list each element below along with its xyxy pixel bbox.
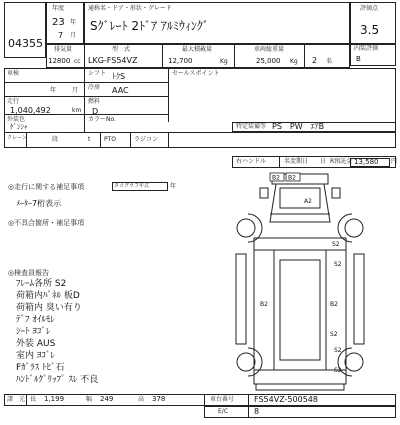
selling-point-label: セールスポイント xyxy=(172,70,220,77)
crane-stage: 段 xyxy=(52,136,59,143)
damage-mark: S2 xyxy=(334,367,342,374)
damage-mark: B2 xyxy=(330,301,338,308)
details-rule xyxy=(4,132,396,133)
crane-label: クレーン xyxy=(7,135,27,141)
ec-value: 8 xyxy=(254,407,260,416)
crane-divider xyxy=(130,132,131,148)
displacement-value: 12800 xyxy=(48,57,71,65)
aircon-label: 冷房 xyxy=(88,84,101,91)
spec-divider xyxy=(84,44,85,68)
year-suffix: 年 xyxy=(70,19,77,26)
footer-divider xyxy=(26,394,27,406)
report-item: ｼｰﾄ ﾖｺﾞﾚ xyxy=(16,327,51,337)
score-value: 3.5 xyxy=(360,23,380,37)
details-divider xyxy=(168,68,169,122)
mileage-label: 走行 xyxy=(7,98,20,105)
lot-number: 04355 xyxy=(8,37,43,50)
front-right-wheel xyxy=(345,219,363,237)
recycle-unit: 円 xyxy=(391,158,398,165)
tacho-year: 年 xyxy=(170,183,177,190)
crane-radio-label: ラジコン xyxy=(134,136,159,143)
grade-label: 通称名・ドア・形状・グレード xyxy=(88,5,172,12)
report-item: 外装 AUS xyxy=(16,339,56,349)
shift-label: シフト xyxy=(88,70,107,77)
report-item: 荷箱内ﾊﾟﾈﾙ 板D xyxy=(16,291,80,301)
recycle-value: 13,580 xyxy=(354,158,379,166)
truck-damage-diagram xyxy=(230,170,370,392)
details-rule xyxy=(4,82,168,83)
rear-bumper xyxy=(256,384,344,390)
equipment-label: 特定装備等 xyxy=(236,123,267,130)
defect-notes-label: ◎不具合箇所・補足事項 xyxy=(8,219,85,227)
damage-mark: B2 xyxy=(288,174,296,182)
equipment-value: PS PW ｴｱB xyxy=(272,122,325,131)
width-value: 249 xyxy=(100,395,114,403)
crane-ton: t xyxy=(88,136,91,143)
rear-right-wheel xyxy=(345,353,363,371)
gross-weight-label: 車両総重量 xyxy=(254,46,285,53)
gross-weight-unit: Kg xyxy=(290,58,298,65)
width-label: 幅 xyxy=(86,396,93,403)
report-item: 室内 ﾖｺﾞﾚ xyxy=(16,351,55,361)
details-divider xyxy=(84,68,85,132)
name-change-day: 日 xyxy=(320,158,327,165)
aircon-value: AAC xyxy=(112,86,129,95)
gross-weight-value: 25,000 xyxy=(256,57,281,65)
mileage-value: 1,040,492 xyxy=(10,106,51,115)
color-value: ｹﾞﾝｼｬ xyxy=(10,123,28,131)
capacity-value: 2 xyxy=(312,56,318,65)
spec-divider xyxy=(234,44,235,68)
right-mirror xyxy=(332,188,340,198)
color-no-label: カラーNo. xyxy=(88,116,116,123)
color-label: 外装色 xyxy=(7,116,26,123)
inspection-label: 車検 xyxy=(7,70,20,77)
left-mirror xyxy=(260,188,268,198)
cab-outline xyxy=(270,184,330,222)
damage-mark: S2 xyxy=(330,331,338,338)
report-item: ﾌﾚｰﾑ各所 S2 xyxy=(16,279,67,289)
rear-left-wheel xyxy=(237,353,255,371)
displacement-label: 排気量 xyxy=(54,46,73,53)
month-suffix: 月 xyxy=(70,32,77,39)
score-label: 評価点 xyxy=(360,5,379,12)
fuel-value: D xyxy=(92,107,99,116)
tacho-label: タコグラフ年式 xyxy=(114,183,150,189)
front-left-wheel xyxy=(237,219,255,237)
ec-row xyxy=(204,406,396,418)
crane-divider xyxy=(26,132,27,148)
spec-divider xyxy=(162,44,163,68)
height-value: 378 xyxy=(152,395,166,403)
mileage-unit: km xyxy=(72,107,82,114)
month-value: 7 xyxy=(58,31,64,40)
recycle-label: R預託金 xyxy=(330,158,353,165)
shift-value: ﾄｸS xyxy=(112,72,126,81)
damage-mark: B2 xyxy=(272,174,280,182)
windshield xyxy=(280,188,320,208)
details-rule xyxy=(4,96,168,97)
dims-label: 諸 元 xyxy=(7,396,26,403)
report-item: ﾊﾝﾄﾞﾙｸﾞﾘｯﾌﾟ ｽﾚ 不良 xyxy=(16,375,99,385)
auction-sheet xyxy=(4,2,396,422)
max-load-unit: Kg xyxy=(220,58,228,65)
report-item: ﾃﾞﾌ ｵｲﾙﾓﾚ xyxy=(16,315,55,325)
footer-divider xyxy=(204,394,205,406)
details-block xyxy=(4,68,396,148)
damage-mark: S2 xyxy=(332,241,340,248)
interior-label: 内装評価 xyxy=(354,45,379,52)
chassis-label: 車台番号 xyxy=(210,396,235,403)
year-era-label: 年度 xyxy=(52,5,65,12)
displacement-unit: cc xyxy=(74,58,81,65)
spec-divider xyxy=(304,44,305,68)
meter-note: ﾒｰﾀｰ7桁表示 xyxy=(16,199,62,208)
left-skirt xyxy=(236,254,246,344)
cargo-inner xyxy=(280,260,320,360)
report-item: Fｶﾞﾗｽ ﾄﾋﾞ石 xyxy=(16,363,65,373)
grade-value: Sｸﾞﾚｰﾄ 2ﾄﾞｱ ｱﾙﾐｳｨﾝｸﾞ xyxy=(90,19,209,33)
capacity-unit: 名 xyxy=(326,58,333,65)
running-notes-label: ◎走行に関する補足事項 xyxy=(8,183,85,191)
crane-pto-label: PTO xyxy=(104,136,117,143)
max-load-label: 最大積載量 xyxy=(182,46,213,53)
damage-mark: B2 xyxy=(260,301,268,308)
model-label: 型 式 xyxy=(112,46,131,53)
steering-value: 右ハンドル xyxy=(236,158,267,165)
length-value: 1,199 xyxy=(44,395,65,403)
length-label: 長 xyxy=(30,396,37,403)
crane-divider xyxy=(100,132,101,148)
max-load-value: 12,700 xyxy=(168,57,193,65)
damage-mark: A2 xyxy=(304,198,312,205)
damage-mark: S2 xyxy=(334,261,342,268)
height-label: 高 xyxy=(138,396,145,403)
crane-divider xyxy=(168,132,169,148)
inspector-report-label: ◎検査員報告 xyxy=(8,269,50,277)
steering-divider xyxy=(279,156,280,168)
ec-label: E/C xyxy=(218,408,229,415)
interior-value: B xyxy=(356,55,361,63)
damage-mark: S2 xyxy=(334,347,342,354)
fuel-label: 燃料 xyxy=(88,98,101,105)
right-skirt xyxy=(354,254,364,344)
model-value: LKG-FS54VZ xyxy=(88,56,138,65)
inspection-month: 月 xyxy=(72,87,79,94)
year-value: 23 xyxy=(52,17,65,28)
footer-divider xyxy=(248,394,249,418)
chassis-value: FS54VZ-500548 xyxy=(254,395,318,404)
report-item: 荷箱内 臭い有り xyxy=(16,303,82,313)
name-change-label: 名変期日 xyxy=(284,158,309,165)
inspection-year: 年 xyxy=(50,87,57,94)
